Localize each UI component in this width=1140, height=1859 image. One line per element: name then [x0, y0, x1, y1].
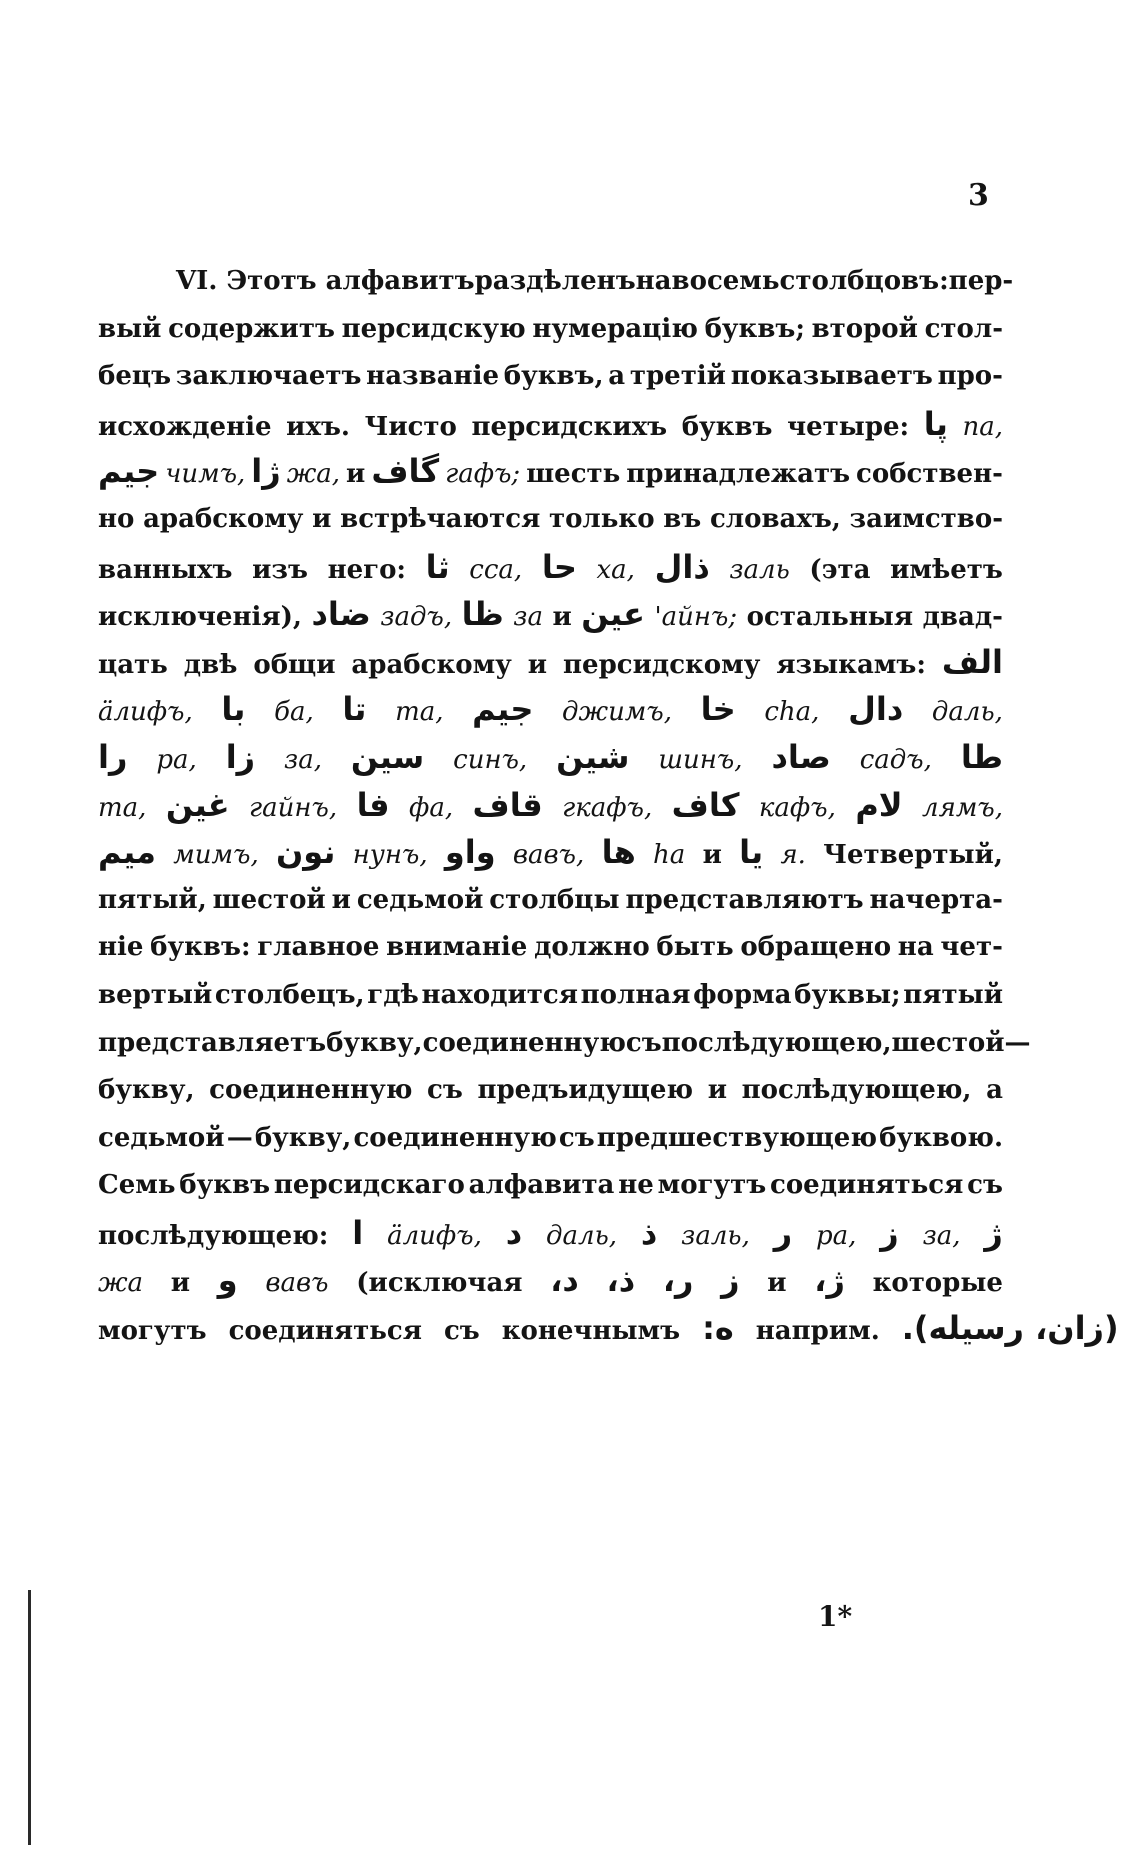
word: про-	[937, 361, 1003, 392]
arabic-letter: ذ،	[606, 1261, 636, 1300]
word: вниманіе	[386, 932, 528, 963]
arabic-letter: ثا	[425, 547, 450, 586]
letter-name: джимъ,	[562, 697, 672, 728]
letter-name: та,	[98, 792, 147, 823]
word: а	[608, 361, 626, 392]
arabic-letter: خا	[700, 690, 736, 729]
word: представляютъ	[625, 884, 864, 915]
word: буквъ:	[150, 932, 251, 963]
arabic-letter: را	[98, 737, 128, 776]
letter-name: садъ,	[859, 744, 932, 775]
word: представляетъ	[98, 1027, 327, 1058]
word: (эта	[809, 554, 871, 585]
letter-name: ӓлифъ,	[98, 697, 193, 728]
arabic-letter: (زان، رسيله).	[901, 1309, 1119, 1348]
text-line	[98, 1210, 1003, 1258]
word: буквъ	[179, 1170, 271, 1201]
word: столбецъ,	[214, 979, 365, 1010]
word: послѣдующею:	[98, 1220, 329, 1251]
letter-name: за	[513, 602, 543, 633]
word: съ	[625, 1027, 662, 1058]
word: словахъ,	[709, 503, 841, 534]
word: исхожденіе	[98, 411, 272, 442]
letter-name: сса,	[469, 554, 523, 585]
text-line	[98, 1257, 1003, 1305]
word: нумерацію	[532, 313, 698, 344]
word: вый	[98, 313, 162, 344]
word: персидскаго	[273, 1170, 465, 1201]
arabic-letter: د	[505, 1213, 523, 1252]
arabic-letter: سين	[350, 737, 425, 776]
word: и	[331, 884, 351, 915]
word: —	[226, 1122, 253, 1153]
word: и	[702, 840, 722, 871]
arabic-letter: پا	[923, 404, 948, 443]
word: названіе	[366, 361, 500, 392]
word: ніе	[98, 932, 144, 963]
word: быть	[656, 932, 734, 963]
letter-name: вавъ,	[512, 840, 585, 871]
word: арабскому	[143, 503, 304, 534]
arabic-letter: د،	[550, 1261, 579, 1300]
word: седьмой	[98, 1122, 225, 1153]
word: на	[635, 266, 672, 296]
arabic-letter: ميم	[98, 833, 156, 872]
word: исключенія),	[98, 602, 302, 633]
arabic-letter: و	[217, 1261, 238, 1300]
word: стол-	[924, 313, 1003, 344]
word: третій	[629, 361, 726, 392]
word: персидскому	[563, 649, 761, 680]
word: персидскихъ	[471, 411, 668, 442]
word: двѣ	[183, 649, 238, 680]
arabic-letter: ا	[352, 1213, 364, 1252]
text-line	[98, 1115, 1003, 1163]
word: а	[986, 1075, 1003, 1106]
text-line	[98, 544, 1003, 592]
word: букву,	[254, 1122, 352, 1153]
scan-edge-line	[28, 1590, 31, 1845]
word: пятый	[903, 979, 1003, 1010]
letter-name: нунъ,	[352, 840, 428, 871]
letter-name: заль,	[681, 1220, 750, 1251]
word: съ	[427, 1075, 463, 1106]
word: предъидущею	[477, 1075, 694, 1106]
word: шестой—	[891, 1027, 1031, 1058]
word: шестой	[212, 884, 326, 915]
arabic-letter: ژا	[251, 452, 281, 491]
letter-name: за,	[922, 1220, 961, 1251]
word: и	[346, 459, 366, 490]
word: съ	[558, 1122, 595, 1153]
arabic-letter: لام	[855, 785, 903, 824]
word: VI. Этотъ алфавитъ	[176, 266, 475, 296]
arabic-letter: ژ،	[814, 1261, 845, 1300]
arabic-letter: جيم	[472, 690, 534, 729]
text-line	[98, 448, 1003, 496]
letter-name: я.	[780, 840, 806, 871]
word: раздѣленъ	[474, 266, 636, 296]
word: остальныя	[746, 602, 914, 633]
word: и	[527, 649, 548, 680]
word: встрѣчаются	[340, 503, 541, 534]
word: принадлежатъ	[626, 459, 851, 490]
letter-name: гафъ;	[445, 459, 521, 490]
letter-name: па,	[962, 411, 1003, 442]
letter-name: чимъ,	[165, 459, 246, 490]
word: заключаетъ	[175, 361, 362, 392]
word: алфавита	[468, 1170, 615, 1201]
letter-name: шинъ,	[658, 744, 743, 775]
letter-name: ба,	[274, 697, 314, 728]
arabic-letter: ذال	[654, 547, 710, 586]
page-number: 3	[968, 178, 989, 213]
word: предшествующею	[596, 1122, 877, 1153]
text-line	[98, 591, 1003, 639]
arabic-letter: ذ	[640, 1213, 658, 1252]
word: заимство-	[849, 503, 1003, 534]
sheet-signature: 1*	[818, 1600, 853, 1633]
word: послѣдующею,	[661, 1027, 892, 1058]
word: столбцы	[489, 884, 620, 915]
word: должно	[534, 932, 650, 963]
letter-name: даль,	[546, 1220, 617, 1251]
text-line	[98, 401, 1003, 449]
letter-name: сhа,	[764, 697, 820, 728]
word: и	[767, 1268, 787, 1299]
word: конечнымъ	[501, 1316, 681, 1347]
text-line	[98, 353, 1003, 401]
letter-name: ӓлифъ,	[387, 1220, 482, 1251]
word: бецъ	[98, 361, 172, 392]
word: и	[552, 602, 572, 633]
arabic-letter: يا	[739, 833, 764, 872]
word: пер-	[948, 266, 1014, 296]
text-line	[98, 496, 1003, 544]
word: соединенную	[353, 1122, 557, 1153]
arabic-letter: طا	[960, 737, 1003, 776]
word: и	[170, 1268, 191, 1299]
arabic-letter: ها	[601, 833, 636, 872]
word: персидскую	[341, 313, 526, 344]
letter-name: даль,	[931, 697, 1003, 728]
text-line	[98, 686, 1003, 734]
letter-name: фа,	[408, 792, 454, 823]
letter-name: 'айнъ;	[654, 602, 738, 633]
word: соединенную	[209, 1075, 413, 1106]
text-line	[98, 924, 1003, 972]
arabic-letter: دال	[848, 690, 904, 729]
letter-name: мимъ,	[173, 840, 259, 871]
text-line	[98, 972, 1003, 1020]
letter-name: жа	[98, 1268, 144, 1299]
arabic-letter: نون	[275, 833, 336, 872]
letter-name: лямъ,	[922, 792, 1003, 823]
arabic-letter: صاد	[771, 737, 831, 776]
letter-name: задъ,	[380, 602, 453, 633]
arabic-letter: حا	[541, 547, 577, 586]
word: седьмой	[356, 884, 484, 915]
word: показываетъ	[730, 361, 933, 392]
word: букву,	[98, 1075, 195, 1106]
arabic-letter: شين	[556, 737, 630, 776]
word: ихъ.	[286, 411, 350, 442]
word: начерта-	[869, 884, 1003, 915]
word: главное	[257, 932, 380, 963]
letter-name: заль	[729, 554, 790, 585]
word: и	[312, 503, 332, 534]
word: не	[618, 1170, 654, 1201]
arabic-letter: فا	[356, 785, 390, 824]
arabic-letter: ز	[721, 1261, 740, 1300]
word: имѣетъ	[890, 554, 1003, 585]
word: и	[707, 1075, 727, 1106]
arabic-letter: الف	[941, 642, 1003, 681]
text-line	[98, 1020, 1031, 1068]
word: столбцовъ:	[779, 266, 949, 296]
word: вертый	[98, 979, 213, 1010]
text-line	[98, 877, 1003, 925]
letter-name: вавъ	[265, 1268, 329, 1299]
word: но	[98, 503, 135, 534]
word: буквъ;	[704, 313, 805, 344]
text-line	[98, 734, 1003, 782]
arabic-letter: جيم	[98, 452, 160, 491]
letter-name: гкафъ,	[562, 792, 653, 823]
word: съ	[967, 1170, 1003, 1201]
word: буквы;	[794, 979, 901, 1010]
text-line	[98, 258, 1014, 306]
arabic-letter: عين	[581, 595, 646, 634]
word: чет-	[940, 932, 1003, 963]
word: полная	[580, 979, 691, 1010]
arabic-letter: قاف	[472, 785, 543, 824]
word: языкамъ:	[776, 649, 926, 680]
word: послѣдующею,	[741, 1075, 972, 1106]
text-line	[98, 829, 1003, 877]
word: цать	[98, 649, 168, 680]
letter-name: гайнъ,	[249, 792, 338, 823]
body-text	[98, 258, 1119, 1353]
arabic-letter: زا	[225, 737, 256, 776]
word: Четвертый,	[823, 840, 1003, 871]
arabic-letter: ز	[880, 1213, 899, 1252]
word: (исключая	[356, 1268, 523, 1299]
arabic-letter: تا	[342, 690, 367, 729]
word: ванныхъ	[98, 554, 233, 585]
word: соединенную	[422, 1027, 626, 1058]
word: находится	[421, 979, 578, 1010]
word: Чисто	[364, 411, 457, 442]
text-line	[98, 1162, 1003, 1210]
word: пятый,	[98, 884, 207, 915]
word: только	[548, 503, 655, 534]
arabic-letter: واو	[444, 833, 496, 872]
arabic-letter: غين	[165, 785, 230, 824]
word: буквъ	[681, 411, 773, 442]
word: наприм.	[755, 1316, 880, 1347]
letter-name: ра,	[156, 744, 197, 775]
word: двад-	[922, 602, 1003, 633]
word: могутъ	[98, 1316, 207, 1347]
word: буквъ,	[503, 361, 604, 392]
arabic-letter: ر،	[662, 1261, 694, 1300]
letter-name: та,	[395, 697, 444, 728]
letter-name: hа	[653, 840, 686, 871]
word: изъ	[252, 554, 308, 585]
text-line	[98, 1067, 1003, 1115]
arabic-letter: با	[221, 690, 246, 729]
text-line	[98, 782, 1003, 830]
word: букву,	[326, 1027, 423, 1058]
text-line	[98, 639, 1003, 687]
word: него:	[327, 554, 407, 585]
arabic-letter: ژ	[984, 1213, 1003, 1252]
word: буквою.	[879, 1122, 1003, 1153]
letter-name: жа,	[286, 459, 341, 490]
word: на	[897, 932, 934, 963]
arabic-letter: ر	[773, 1213, 793, 1252]
word: второй	[811, 313, 918, 344]
word: четыре:	[787, 411, 910, 442]
arabic-letter: ظا	[461, 595, 504, 634]
text-line	[98, 306, 1003, 354]
word: общи	[253, 649, 336, 680]
text-line	[98, 1305, 1119, 1353]
letter-name: кафъ,	[758, 792, 836, 823]
word: восемь	[671, 266, 780, 296]
word: которые	[872, 1268, 1003, 1299]
word: обращено	[740, 932, 892, 963]
arabic-letter: گاف	[371, 452, 440, 491]
word: содержитъ	[168, 313, 335, 344]
word: могутъ	[657, 1170, 767, 1201]
word: съ	[443, 1316, 480, 1347]
letter-name: ра,	[816, 1220, 857, 1251]
letter-name: за,	[284, 744, 322, 775]
word: собствен-	[856, 459, 1003, 490]
arabic-letter: ه:	[702, 1309, 734, 1348]
word: соединяться	[769, 1170, 964, 1201]
word: Семь	[98, 1170, 176, 1201]
word: арабскому	[351, 649, 512, 680]
arabic-letter: كاف	[671, 785, 740, 824]
word: въ	[663, 503, 702, 534]
letter-name: ха,	[596, 554, 635, 585]
word: форма	[693, 979, 792, 1010]
word: гдѣ	[367, 979, 419, 1010]
word: шесть	[526, 459, 621, 490]
word: соединяться	[228, 1316, 422, 1347]
letter-name: синъ,	[453, 744, 528, 775]
arabic-letter: ضاد	[311, 595, 371, 634]
